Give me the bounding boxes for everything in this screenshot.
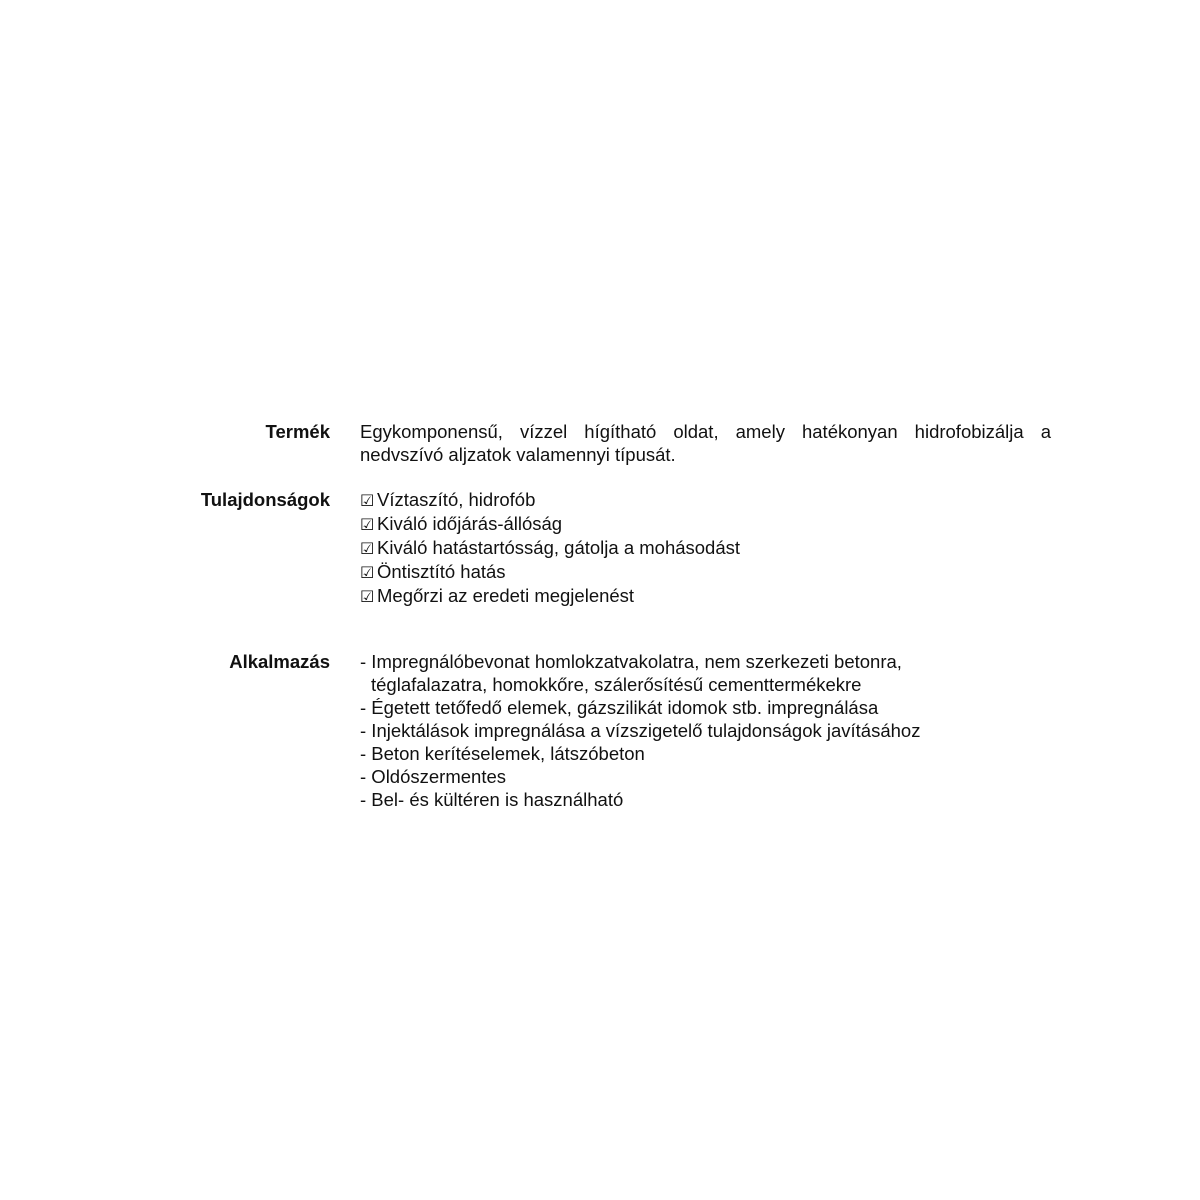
property-item-text: Öntisztító hatás [377, 561, 506, 582]
property-item-text: Víztaszító, hidrofób [377, 489, 536, 510]
property-item [360, 560, 740, 584]
properties-label: Tulajdonságok [200, 489, 330, 510]
application-item: - Injektálások impregnálása a vízszigetelő tulajdonságok javításához [360, 720, 921, 741]
product-description-line: Egykomponensű, vízzel hígítható oldat, amely hatékonyan hidrofobizálja a [360, 421, 1051, 442]
checkbox-checked-icon: ☑ [360, 539, 375, 558]
checkbox-checked-icon: ☑ [360, 563, 375, 582]
property-item-text: Kiváló hatástartósság, gátolja a mohásodást [377, 537, 741, 558]
application-item: - Oldószermentes [360, 766, 506, 787]
application-item: - Impregnálóbevonat homlokzatvakolatra, nem szerkezeti betonra, [360, 651, 902, 672]
property-item [360, 536, 740, 560]
product-label: Termék [265, 421, 330, 442]
checkbox-checked-icon: ☑ [360, 491, 375, 510]
application-label: Alkalmazás [229, 651, 330, 672]
product-description [360, 420, 1051, 466]
property-item [360, 488, 740, 512]
property-item [360, 512, 740, 536]
checkbox-checked-icon: ☑ [360, 515, 375, 534]
property-item [360, 584, 740, 608]
property-item-text: Kiváló időjárás-állóság [377, 513, 563, 534]
application-list [360, 650, 920, 811]
application-item: - Égetett tetőfedő elemek, gázszilikát idomok stb. impregnálása [360, 697, 879, 718]
application-item-continuation: téglafalazatra, homokkőre, szálerősítésű cementtermékekre [371, 674, 862, 695]
checkbox-checked-icon: ☑ [360, 587, 375, 606]
application-item: - Beton kerítéselemek, látszóbeton [360, 743, 645, 764]
application-item: - Bel- és kültéren is használható [360, 789, 624, 810]
property-item-text: Megőrzi az eredeti megjelenést [377, 585, 635, 606]
product-description-line: nedvszívó aljzatok valamennyi típusát. [360, 444, 676, 465]
properties-list [360, 488, 740, 608]
